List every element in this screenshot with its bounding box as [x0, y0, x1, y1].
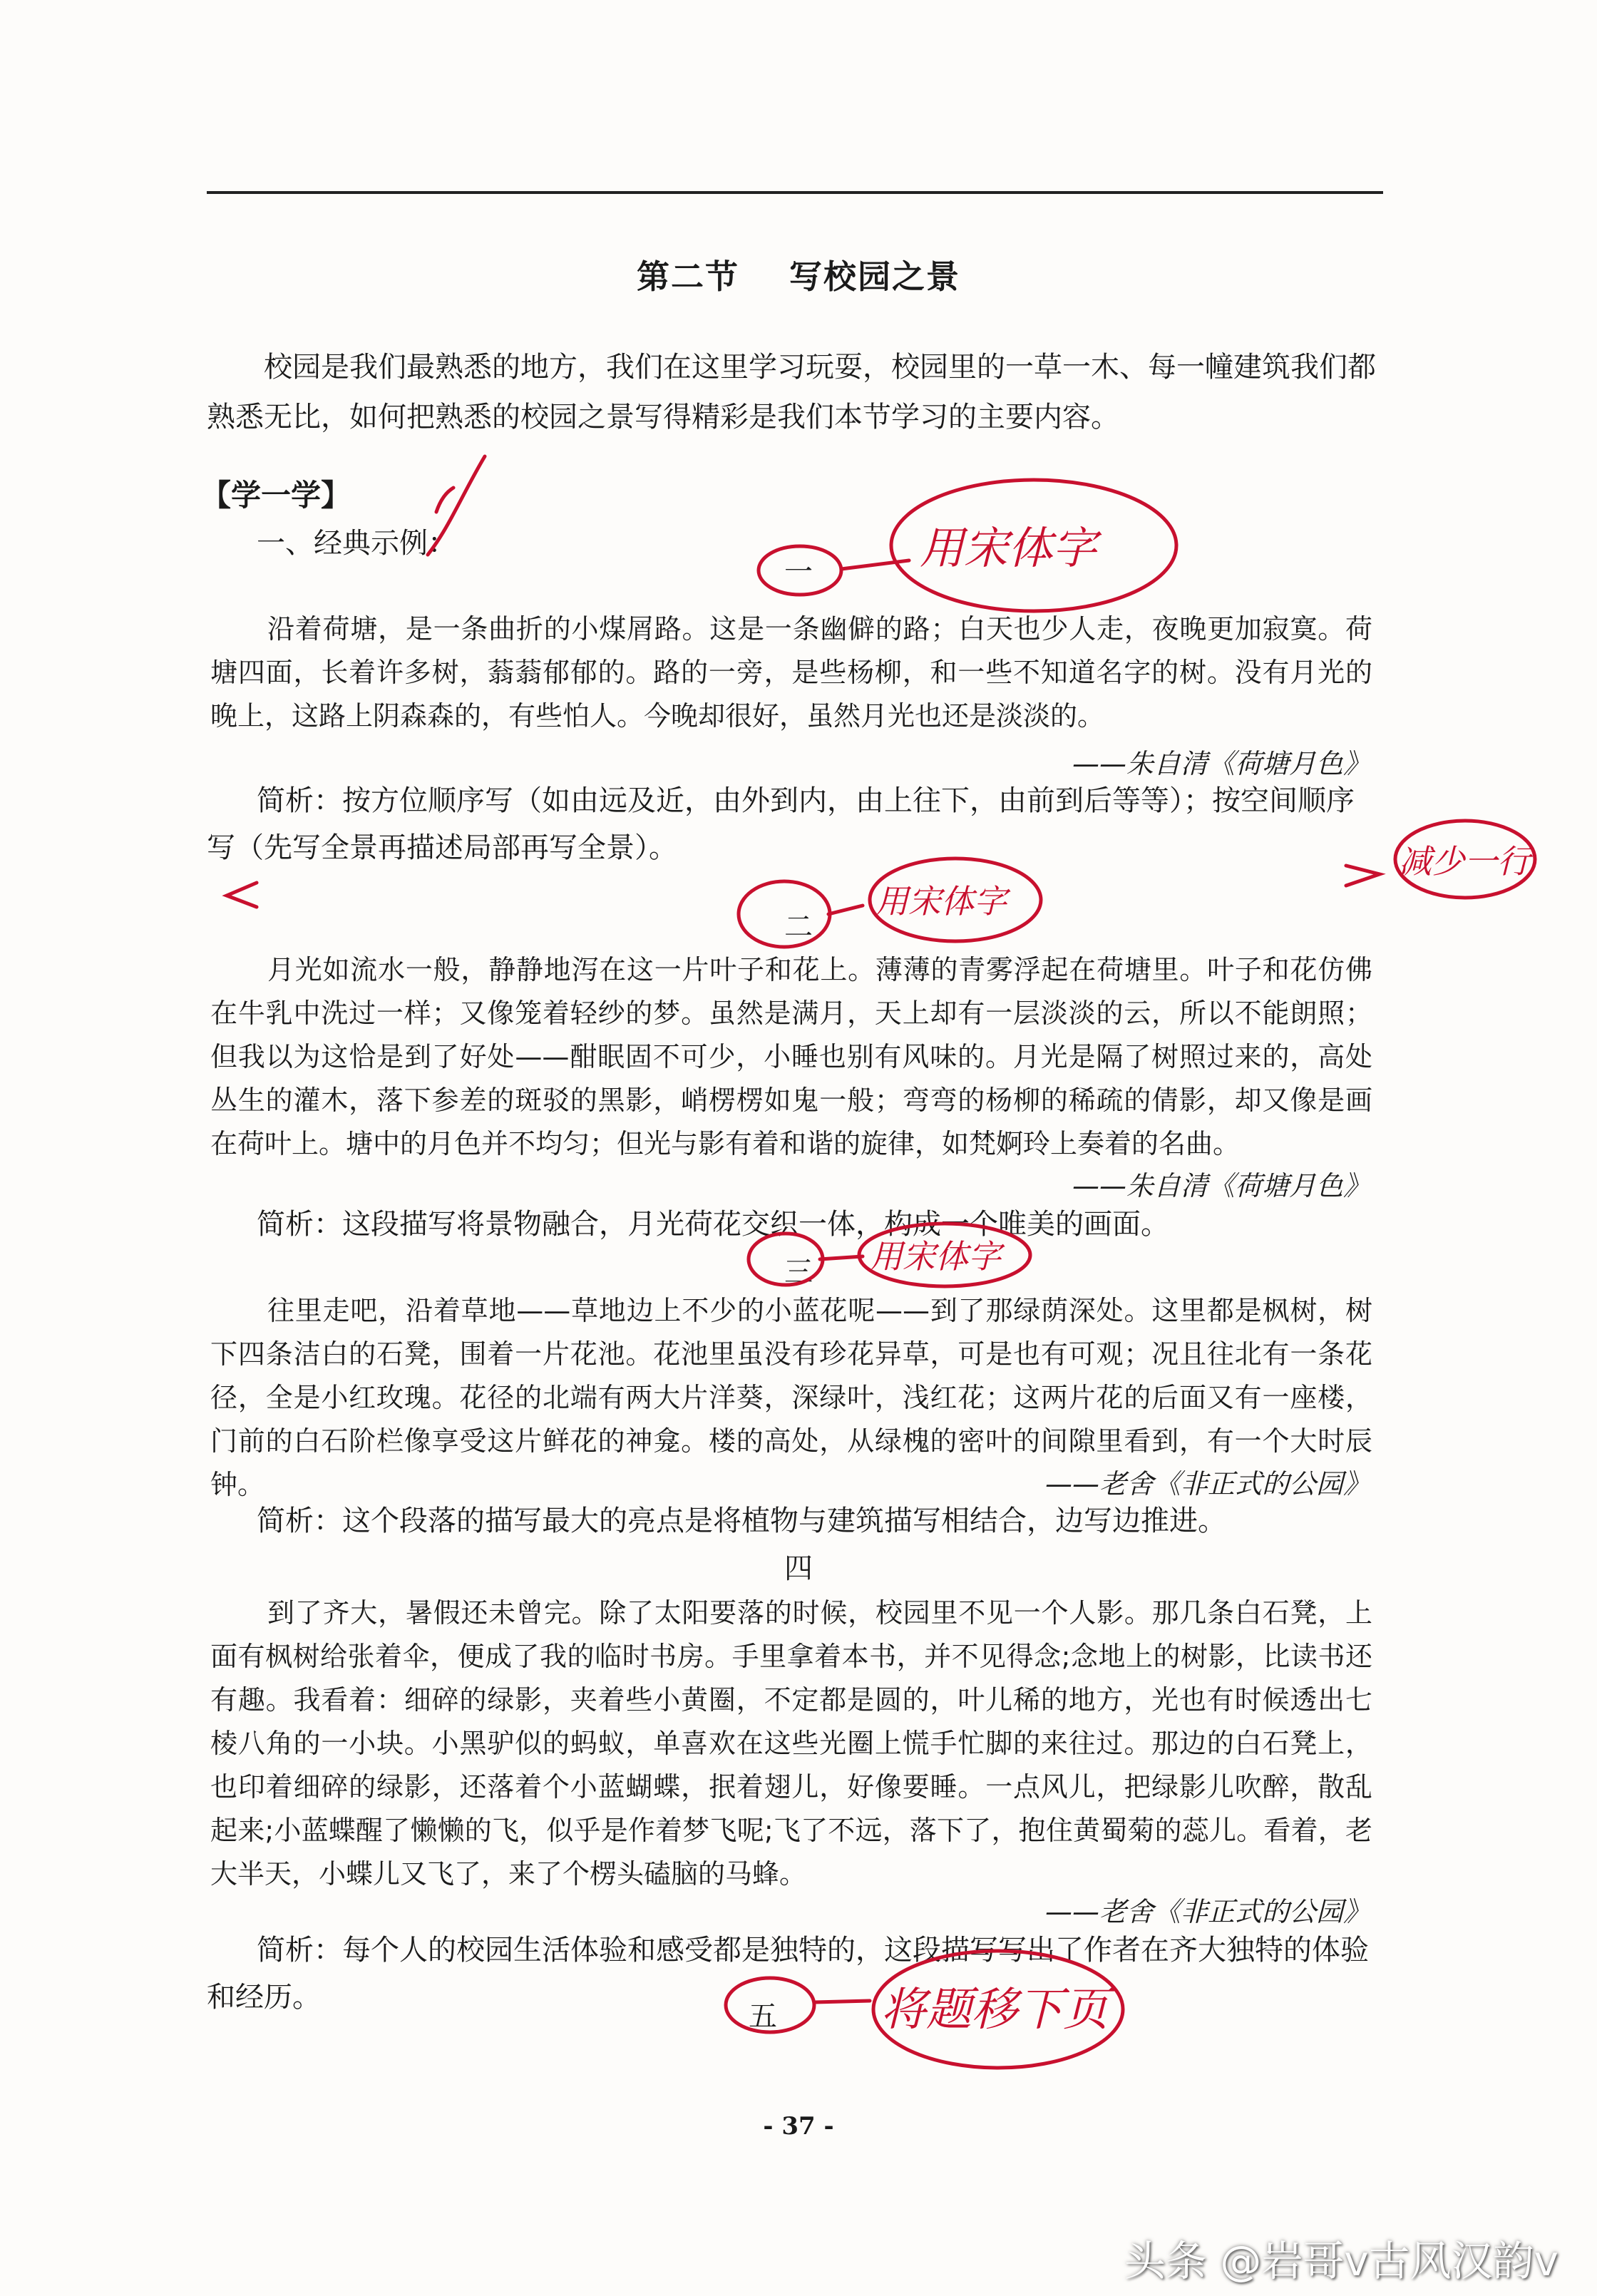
example-number: 二	[784, 911, 813, 943]
example-analysis: 简析：按方位顺序写（如由远及近，由外到内，由上往下，由前到后等等）；按空间顺序写（先写全景再描述局部再写全景）。	[207, 784, 1355, 864]
page-number: - 37 -	[763, 2112, 834, 2141]
example-passage: 沿着荷塘，是一条曲折的小煤屑路。这是一条幽僻的路；白天也少人走，夜晚更加寂寞。荷塘四面，长着许多树，蓊蓊郁郁的。路的一旁，是些杨柳，和一些不知道名字的树。没有月光的晚上，这路上阴森森的，有些怕人。今晚却很好，虽然月光也还是淡淡的。	[210, 613, 1372, 732]
example-analysis: 简析：每个人的校园生活体验和感受都是独特的，这段描写写出了作者在齐大独特的体验和经历。	[207, 1934, 1369, 2014]
note-oval	[891, 480, 1176, 611]
handwritten-note: 减少一行	[1399, 842, 1530, 881]
example-number: 四	[784, 1552, 813, 1585]
example-passage: 月光如流水一般，静静地泻在这一片叶子和花上。薄薄的青雾浮起在荷塘里。叶子和花仿佛在牛乳中洗过一样；又像笼着轻纱的梦。虽然是满月，天上却有一层淡淡的云，所以不能朗照；但我以为这恰是到了好处——酣眠固不可少，小睡也别有风味的。月光是隔了树照过来的，高处丛生的灌木，落下参差的斑驳的黑影，峭楞楞如鬼一般；弯弯的杨柳的稀疏的倩影，却又像是画在荷叶上。塘中的月色并不均匀；但光与影有着和谐的旋律，如梵婀玲上奏着的名曲。	[210, 954, 1372, 1159]
example-number: 一	[784, 555, 813, 588]
learn-heading: 【学一学】	[201, 478, 351, 513]
section-name: 写校园之景	[789, 257, 960, 296]
handwritten-note: 用宋体字	[875, 882, 1007, 921]
example-source: ——朱自清《荷塘月色》	[1072, 748, 1370, 779]
top-rule	[207, 191, 1383, 194]
watermark: 头条 @岩哥v古风汉韵v	[1124, 2237, 1559, 2285]
handwritten-note: 用宋体字	[920, 522, 1097, 574]
example-passage: 往里走吧，沿着草地——草地边上不少的小蓝花呢——到了那绿荫深处。这里都是枫树，树下四条洁白的石凳，围着一片花池。花池里虽没有珍花异草，可是也有可观；况且往北有一条花径，全是小红玫瑰。花径的北端有两大片洋葵，深绿叶，浅红花；这两片花的后面又有一座楼，门前的白石阶栏像享受这片鲜花的神龛。楼的高处，从绿槐的密叶的间隙里看到，有一个大时辰钟。	[210, 1295, 1372, 1500]
examples-heading: 一、经典示例：	[257, 527, 456, 560]
example-analysis: 简析：这个段落的描写最大的亮点是将植物与建筑描写相结合，边写边推进。	[257, 1505, 1226, 1537]
section-number: 第二节	[637, 257, 739, 296]
example-passage: 到了齐大，暑假还未曾完。除了太阳要落的时候，校园里不见一个人影。那几条白石凳，上面有枫树给张着伞，便成了我的临时书房。手里拿着本书，并不见得念;念地上的树影，比读书还有趣。我看着：细碎的绿影，夹着些小黄圈，不定都是圆的，叶儿稀的地方，光也有时候透出七棱八角的一小块。小黑驴似的蚂蚁，单喜欢在这些光圈上慌手忙脚的来往过。那边的白石凳上，也印着细碎的绿影，还落着个小蓝蝴蝶，抿着翅儿，好像要睡。一点风儿，把绿影儿吹醉，散乱起来;小蓝蝶醒了懒懒的飞，似乎是作着梦飞呢;飞了不远，落下了，抱住黄蜀菊的蕊儿。看着，老大半天，小蝶儿又飞了，来了个楞头磕脑的马蜂。	[210, 1597, 1372, 1890]
note-oval	[1395, 821, 1535, 898]
page-title	[0, 251, 1597, 298]
check-mark	[436, 488, 453, 512]
example-source: ——朱自清《荷塘月色》	[1072, 1170, 1370, 1201]
example-number: 五	[749, 2000, 777, 2033]
handwritten-note: 将题移下页	[880, 1984, 1109, 2036]
example-source: ——老舍《非正式的公园》	[1044, 1896, 1370, 1927]
intro-paragraph: 校园是我们最熟悉的地方，我们在这里学习玩耍，校园里的一草一木、每一幢建筑我们都熟悉无比，如何把熟悉的校园之景写得精彩是我们本节学习的主要内容。	[207, 351, 1376, 434]
left-bracket-mark	[227, 883, 257, 907]
example-analysis: 简析：这段描写将景物融合，月光荷花交织一体，构成一个唯美的画面。	[257, 1208, 1169, 1241]
handwritten-note: 用宋体字	[870, 1237, 1001, 1276]
example-number: 三	[784, 1256, 813, 1288]
example-source: ——老舍《非正式的公园》	[1044, 1468, 1370, 1500]
